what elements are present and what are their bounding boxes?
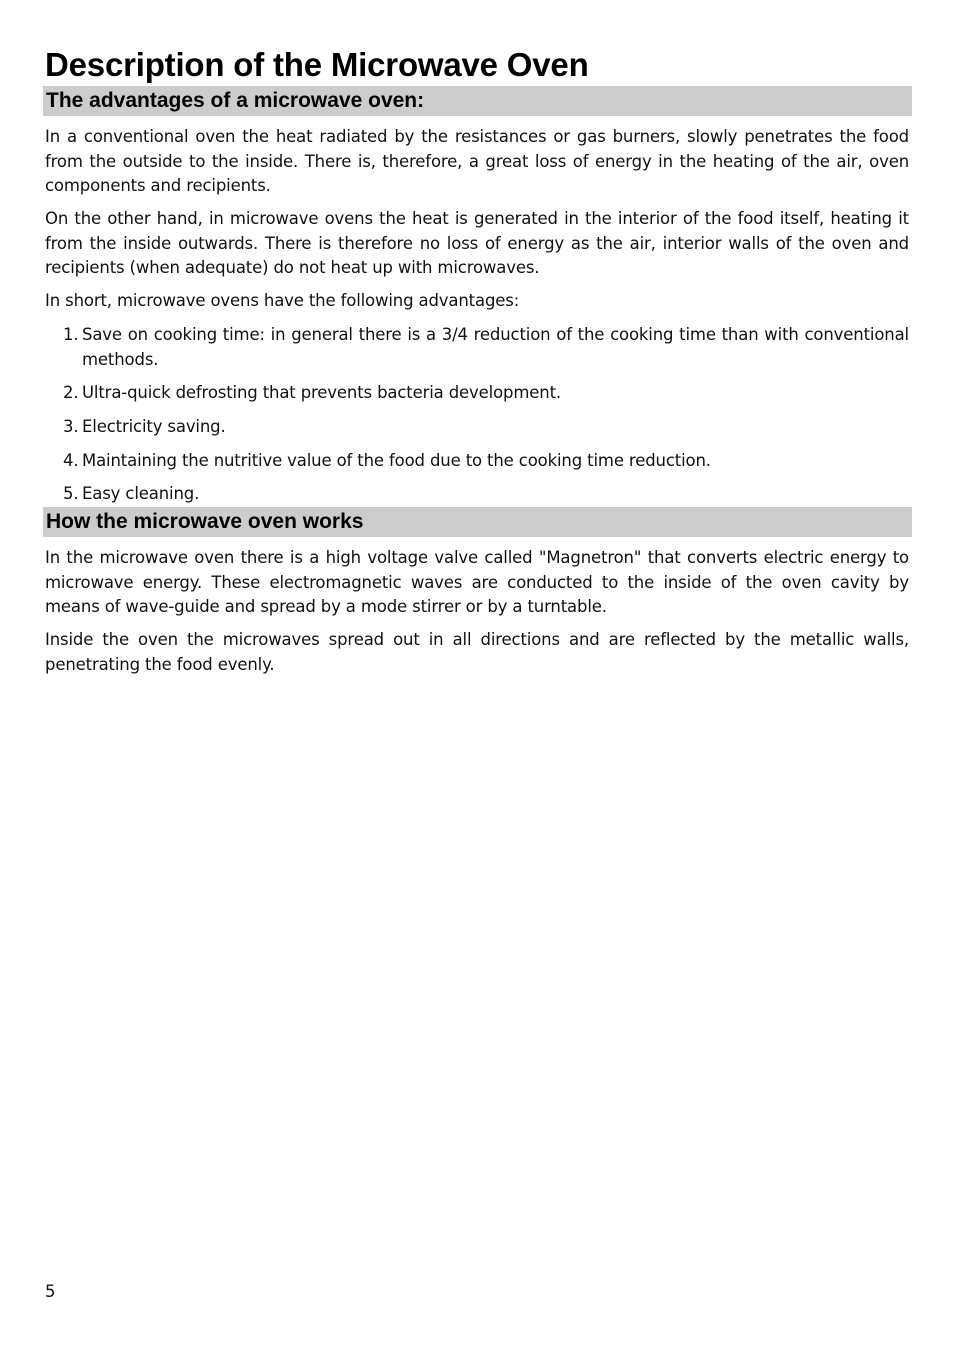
list-item-number: 2. (63, 383, 79, 402)
list-item (63, 449, 909, 474)
section-heading-advantages: The advantages of a microwave oven: (43, 86, 912, 116)
paragraph-conventional-oven: In a conventional oven the heat radiated by the resistances or gas burners, slowly penetrates the food from the outside to the inside. There is, therefore, a great loss of energy in the heating of the air, oven components and recipients. (45, 127, 909, 195)
list-item-text: Ultra-quick defrosting that prevents bacteria development. (82, 383, 562, 402)
list-item-number: 5. (63, 484, 79, 503)
section-heading-how-it-works: How the microwave oven works (43, 507, 912, 537)
list-item (63, 323, 909, 372)
list-item-text: Save on cooking time: in general there is a 3/4 reduction of the cooking time than with conventional methods. (82, 325, 909, 369)
list-item-number: 1. (63, 325, 79, 344)
paragraph-microwave-heating: On the other hand, in microwave ovens the heat is generated in the interior of the food itself, heating it from the inside outwards. There is therefore no loss of energy as the air, interior walls of the oven and recipients (when adequate) do not heat up with microwaves. (45, 209, 909, 277)
page-number: 5 (45, 1282, 56, 1301)
list-item (63, 482, 909, 507)
paragraph-magnetron: In the microwave oven there is a high voltage valve called "Magnetron" that converts electric energy to microwave energy. These electromagnetic waves are conducted to the inside of the oven cavity by means of wave-guide and spread by a mode stirrer or by a turntable. (45, 548, 909, 616)
list-item (63, 381, 909, 406)
list-item-number: 3. (63, 417, 79, 436)
list-item-text: Maintaining the nutritive value of the food due to the cooking time reduction. (82, 451, 711, 470)
list-item (63, 415, 909, 440)
list-item-text: Easy cleaning. (82, 484, 200, 503)
paragraph-advantages-intro: In short, microwave ovens have the following advantages: (45, 291, 520, 310)
list-item-text: Electricity saving. (82, 417, 226, 436)
paragraph-microwave-spread: Inside the oven the microwaves spread out in all directions and are reflected by the metallic walls, penetrating the food evenly. (45, 630, 909, 674)
page-title: Description of the Microwave Oven (45, 46, 589, 83)
list-item-number: 4. (63, 451, 79, 470)
